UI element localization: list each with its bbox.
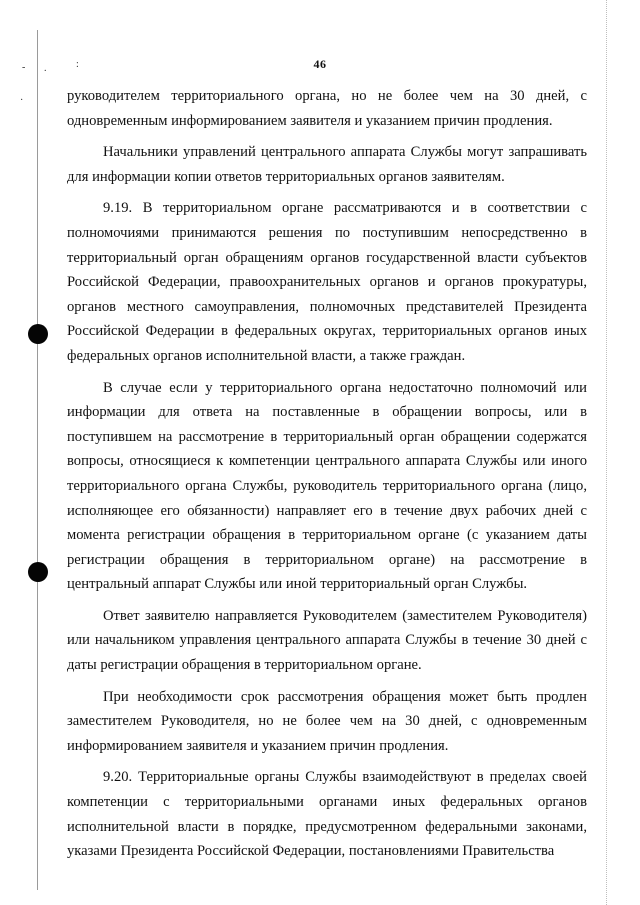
page-number: 46 [313,57,327,71]
scan-speck: . [44,63,47,74]
scan-speck: : [76,59,79,70]
paragraph: Ответ заявителю направляется Руководителем (заместителем Руководителя) или начальником управления центрального аппарата Службы в течение 30 дней с даты регистрации обращения в территориальном органе. [67,607,587,674]
paragraph: При необходимости срок рассмотрения обращения может быть продлен заместителем Руководителя, но не более чем на 30 дней, с одновременным информированием заявителя и указанием причин продления. [67,688,587,754]
scan-speck: - [22,62,26,73]
right-margin-line [606,0,607,905]
paragraph: Начальники управлений центрального аппарата Службы могут запрашивать для информации копии ответов территориальных органов заявителям. [67,144,587,185]
document-body [67,84,587,864]
paragraph: В случае если у территориального органа недостаточно полномочий или информации для ответа на поставленные в обращении вопросы, или в поступившем на рассмотрение в территориальный орган обращении содержатся вопросы, относящиеся к компетенции центрального аппарата Службы или иного территориального органа Службы, руководитель территориального органа (лицо, исполняющее его обязанности) направляет его в течение двух рабочих дней с момента регистрации обращения в территориальном органе (с указанием даты регистрации обращения в территориальном органе) на рассмотрение в центральный аппарат Службы или иной территориальный орган Службы. [67,379,587,593]
scan-speck: · [20,95,24,106]
paragraph: 9.19. В территориальном органе рассматриваются и в соответствии с полномочиями принимаются решения по поступившим непосредственно в территориальный орган обращениям органов государственной власти субъектов Российской Федерации, правоохранительных органов и органов прокуратуры, органов местного самоуправления, полномочных представителей Президента Российской Федерации в федеральных округах, территориальных органов иных федеральных органов исполнительной власти, а также граждан. [67,200,587,364]
paragraph: руководителем территориального органа, но не более чем на 30 дней, с одновременным информированием заявителя и указанием причин продления. [67,88,587,129]
punch-hole-top [28,324,48,344]
punch-hole-bottom [28,562,48,582]
left-margin-line [37,30,38,890]
paragraph: 9.20. Территориальные органы Службы взаимодействуют в пределах своей компетенции с территориальными органами иных федеральных органов исполнительной власти в порядке, предусмотренном федеральными законами, указами Президента Российской Федерации, постановлениями Правительства [67,769,587,860]
